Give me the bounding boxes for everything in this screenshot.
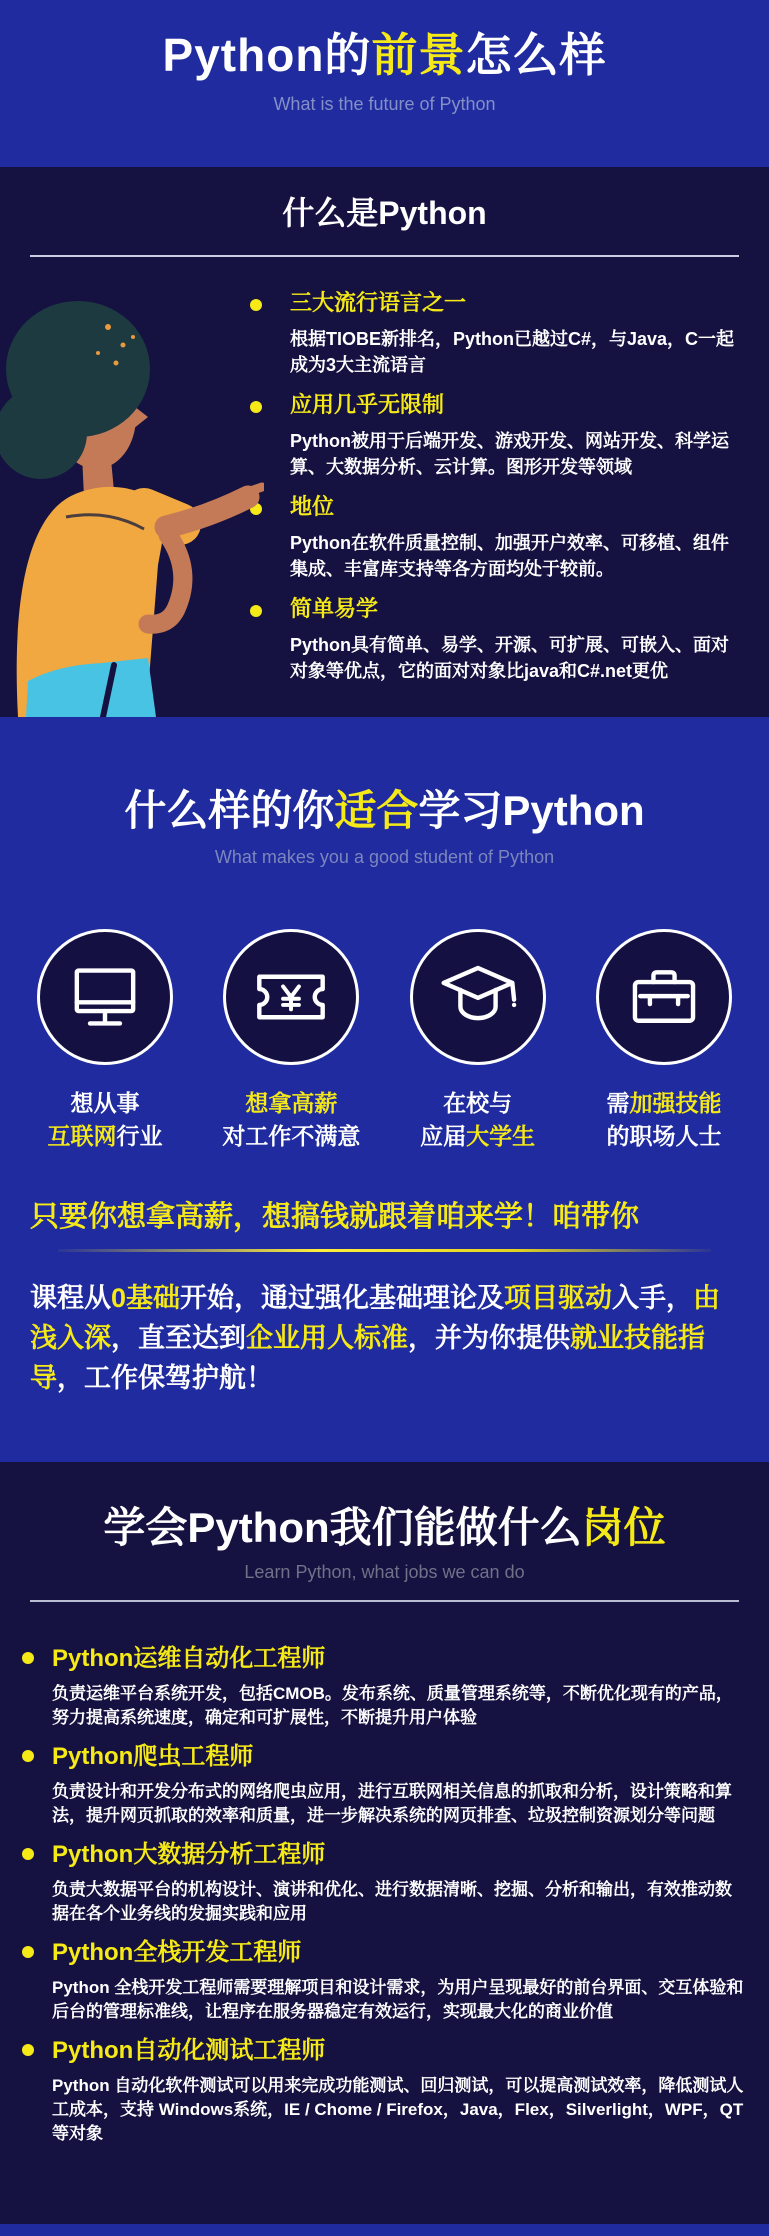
monitor-icon bbox=[37, 929, 173, 1065]
bullet-dot bbox=[22, 2044, 34, 2056]
person-pointing-illustration bbox=[0, 265, 264, 717]
job-item bbox=[22, 1742, 745, 1828]
course-pitch: 课程从0基础开始，通过强化基础理论及项目驱动入手，由浅入深，直至达到企业用人标准，并为你提供就业技能指导，工作保驾护航！ bbox=[30, 1283, 721, 1393]
job-item bbox=[22, 1938, 745, 2024]
audience-label: 需加强技能 的职场人士 bbox=[606, 1090, 722, 1149]
feature-heading: 地位 bbox=[290, 494, 335, 519]
audience-label: 在校与 应届大学生 bbox=[420, 1090, 536, 1149]
bullet-dot bbox=[22, 1750, 34, 1762]
job-description: Python 全栈开发工程师需要理解项目和设计需求，为用户呈现最好的前台界面、交互体验和后台的管理标准线，让程序在服务器稳定有效运行，实现最大化的商业价值 bbox=[52, 1978, 744, 2021]
job-title: Python自动化测试工程师 bbox=[52, 2037, 326, 2064]
feature-heading: 三大流行语言之一 bbox=[290, 290, 467, 315]
feature-body: Python被用于后端开发、游戏开发、网站开发、科学运算、大数据分析、云计算。图形开发等领域 bbox=[290, 431, 729, 477]
title-post: 怎么样 bbox=[465, 29, 607, 81]
page-title bbox=[0, 26, 769, 84]
job-title: Python运维自动化工程师 bbox=[52, 1645, 326, 1672]
divider bbox=[30, 1600, 739, 1602]
feature-item bbox=[250, 289, 745, 378]
feature-body: 根据TIOBE新排名，Python已越过C#，与Java，C一起成为3大主流语言 bbox=[290, 329, 735, 375]
jobs-section bbox=[0, 1462, 769, 2224]
job-list bbox=[22, 1644, 745, 2146]
divider bbox=[30, 255, 739, 257]
job-description: 负责设计和开发分布式的网络爬虫应用，进行互联网相关信息的抓取和分析，设计策略和算法，提升网页抓取的效率和质量，进一步解决系统的网页排查、垃圾控制资源划分等问题 bbox=[52, 1782, 732, 1825]
audience-card-salary bbox=[202, 929, 380, 1153]
job-description: 负责大数据平台的机构设计、演讲和优化、进行数据清晰、挖掘、分析和输出，有效推动数据在各个业务线的发掘实践和应用 bbox=[52, 1880, 732, 1923]
suit-subtitle: What makes you a good student of Python bbox=[214, 847, 555, 867]
audience-card-professional bbox=[575, 929, 753, 1153]
audience-card-student bbox=[389, 929, 567, 1153]
briefcase-icon bbox=[596, 929, 732, 1065]
footer-strip bbox=[0, 2224, 769, 2236]
bullet-dot bbox=[22, 1946, 34, 1958]
audience-row bbox=[0, 929, 769, 1153]
title-pre: Python的 bbox=[162, 29, 372, 81]
yen-ticket-icon bbox=[223, 929, 359, 1065]
what-is-python-section bbox=[0, 167, 769, 717]
promo-headline: 只要你想拿高薪，想搞钱就跟着咱来学！咱带你 bbox=[30, 1201, 640, 1233]
feature-body: Python在软件质量控制、加强开户效率、可移植、组件集成、丰富库支持等各方面均处于较前。 bbox=[290, 533, 729, 579]
feature-body: Python具有简单、易学、开源、可扩展、可嵌入、面对对象等优点，它的面对对象比java和C#.net更优 bbox=[290, 635, 729, 681]
feature-heading: 简单易学 bbox=[290, 596, 379, 621]
job-description: 负责运维平台系统开发，包括CMOB。发布系统、质量管理系统等，不断优化现有的产品，努力提高系统速度，确定和可扩展性，不断提升用户体验 bbox=[52, 1684, 733, 1727]
bullet-dot bbox=[22, 1848, 34, 1860]
audience-label: 想从事 互联网行业 bbox=[47, 1090, 163, 1149]
feature-item bbox=[250, 595, 745, 684]
bullet-dot bbox=[22, 1652, 34, 1664]
job-item bbox=[22, 1644, 745, 1730]
job-title: Python爬虫工程师 bbox=[52, 1743, 254, 1770]
audience-card-internet bbox=[16, 929, 194, 1153]
audience-label: 想拿高薪 对工作不满意 bbox=[222, 1090, 361, 1149]
job-title: Python全栈开发工程师 bbox=[52, 1939, 302, 1966]
who-suits-section bbox=[0, 717, 769, 1462]
title-highlight: 前景 bbox=[371, 29, 466, 81]
jobs-subtitle: Learn Python, what jobs we can do bbox=[244, 1562, 525, 1582]
feature-list bbox=[250, 289, 745, 684]
header-section bbox=[0, 0, 769, 167]
job-item bbox=[22, 2036, 745, 2146]
section-title-suit: 什么样的你适合学习Python bbox=[124, 787, 645, 834]
feature-item bbox=[250, 493, 745, 582]
job-title: Python大数据分析工程师 bbox=[52, 1841, 326, 1868]
section-title-jobs: 学会Python我们能做什么岗位 bbox=[103, 1504, 666, 1551]
feature-item bbox=[250, 391, 745, 480]
graduation-cap-icon bbox=[410, 929, 546, 1065]
header-subtitle: What is the future of Python bbox=[273, 94, 496, 114]
job-description: Python 自动化软件测试可以用来完成功能测试、回归测试，可以提高测试效率，降低测试人工成本，支持 Windows系统，IE / Chome / Firefox，Java，Flex，Silverlight，WPF，QT等对象 bbox=[52, 2076, 744, 2143]
feature-heading: 应用几乎无限制 bbox=[290, 392, 445, 417]
yellow-divider bbox=[58, 1249, 711, 1252]
job-item bbox=[22, 1840, 745, 1926]
section-title-what: 什么是Python bbox=[282, 195, 487, 231]
